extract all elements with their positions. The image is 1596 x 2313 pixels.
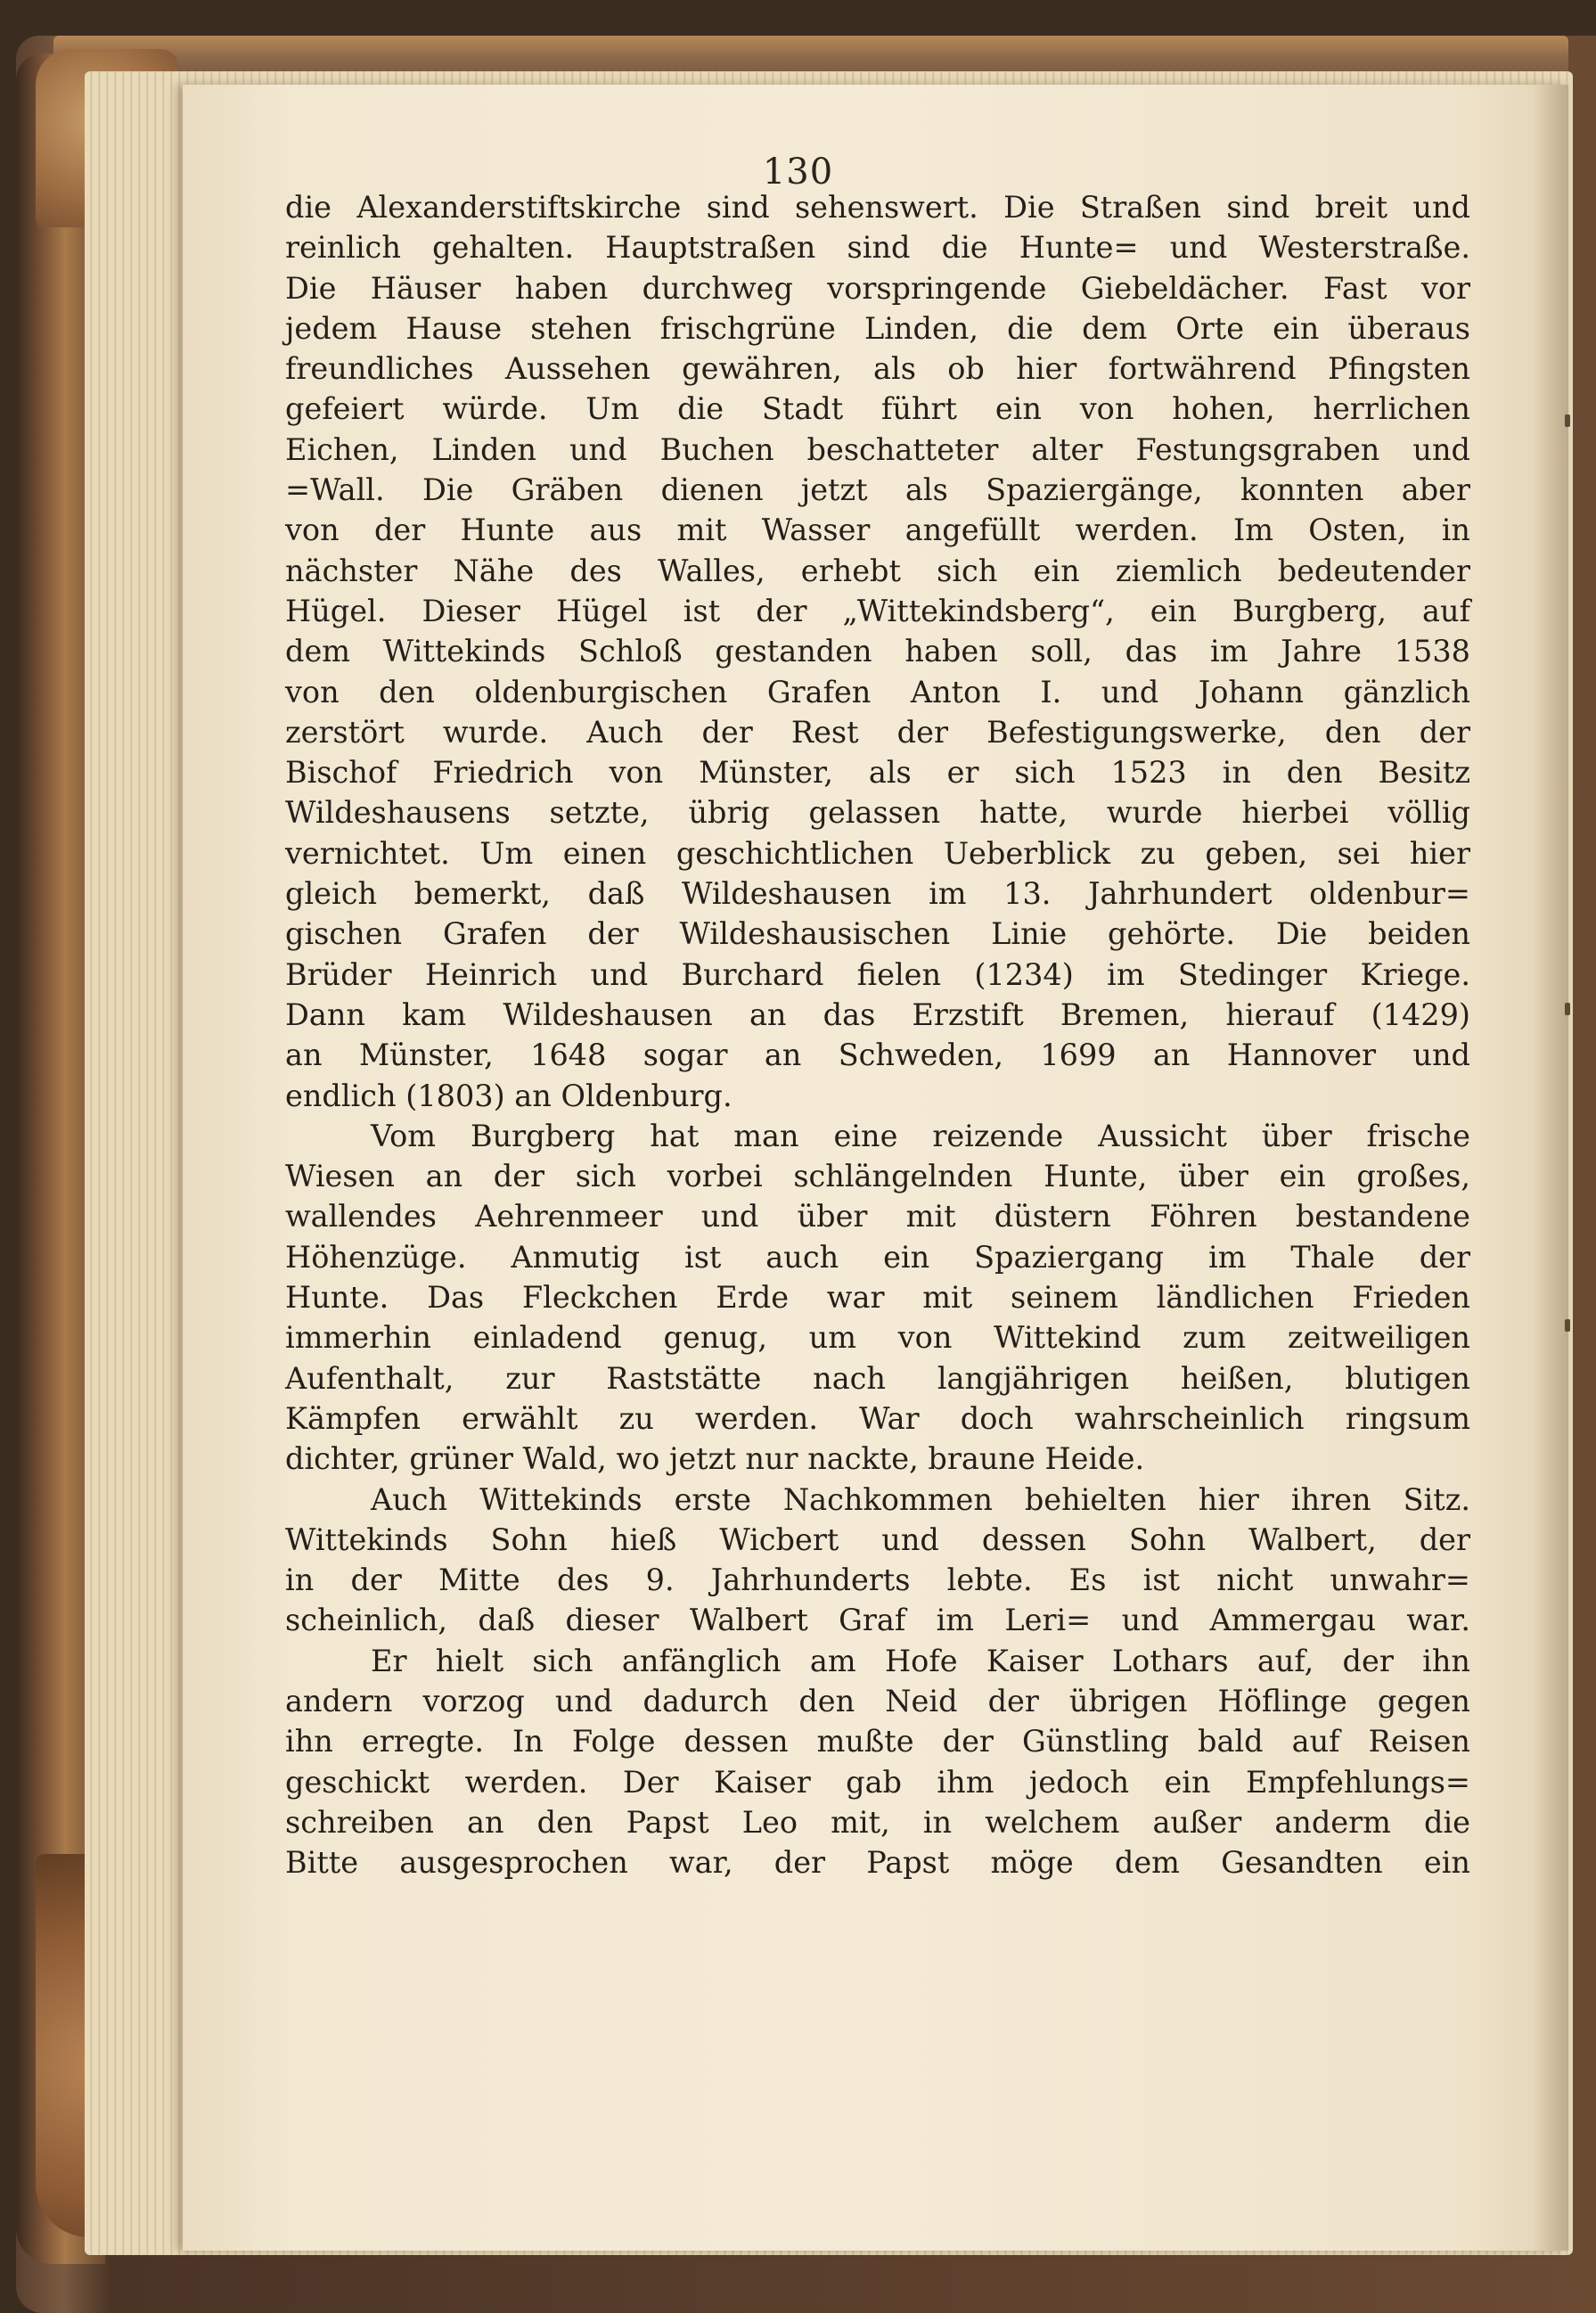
text-line: Er hielt sich anfänglich am Hofe Kaiser Lothars auf, der ihn — [371, 1643, 1470, 1678]
margin-mark — [1565, 1003, 1570, 1015]
text-line: jedem Hause stehen frischgrüne Linden, die dem Orte ein überaus — [285, 310, 1470, 346]
text-line: Wildeshausens setzte, übrig gelassen hatte, wurde hierbei völlig — [285, 795, 1470, 831]
page-edge-shadow — [1533, 85, 1568, 2251]
text-line: Höhenzüge. Anmutig ist auch ein Spaziergang im Thale der — [285, 1239, 1470, 1275]
text-line: ihn erregte. In Folge dessen mußte der Günstling bald auf Reisen — [285, 1724, 1470, 1759]
body-text — [285, 187, 1470, 1882]
text-line: schreiben an den Papst Leo mit, in welchem außer anderm die — [285, 1804, 1470, 1840]
text-line: Dann kam Wildeshausen an das Erzstift Bremen, hierauf (1429) — [285, 997, 1470, 1032]
text-line: scheinlich, daß dieser Walbert Graf im Leri= und Ammergau war. — [285, 1603, 1470, 1638]
text-line: gischen Grafen der Wildeshausischen Linie gehörte. Die beiden — [285, 916, 1470, 952]
text-line: die Alexanderstiftskirche sind sehenswert. Die Straßen sind breit und — [285, 190, 1470, 225]
text-line: zerstört wurde. Auch der Rest der Befestigungswerke, den der — [285, 714, 1470, 750]
text-line: immerhin einladend genug, um von Wittekind zum zeitweiligen — [285, 1320, 1470, 1356]
text-line: reinlich gehalten. Hauptstraßen sind die Hunte= und Westerstraße. — [285, 230, 1470, 266]
text-line: Vom Burgberg hat man eine reizende Aussicht über frische — [371, 1118, 1470, 1153]
text-line: geschickt werden. Der Kaiser gab ihm jedoch ein Empfehlungs= — [285, 1764, 1470, 1800]
text-line: Wiesen an der sich vorbei schlängelnden Hunte, über ein großes, — [285, 1159, 1470, 1194]
text-line: dichter, grüner Wald, wo jetzt nur nackte, braune Heide. — [285, 1441, 1145, 1477]
text-line: Aufenthalt, zur Raststätte nach langjährigen heißen, blutigen — [285, 1360, 1470, 1396]
text-line: =Wall. Die Gräben dienen jetzt als Spaziergänge, konnten aber — [285, 472, 1470, 508]
text-line: von der Hunte aus mit Wasser angefüllt werden. Im Osten, in — [285, 513, 1470, 548]
text-line: Die Häuser haben durchweg vorspringende Giebeldächer. Fast vor — [285, 270, 1470, 306]
text-line: dem Wittekinds Schloß gestanden haben soll, das im Jahre 1538 — [285, 634, 1470, 669]
text-line: vernichtet. Um einen geschichtlichen Ueberblick zu geben, sei hier — [285, 835, 1470, 871]
text-line: an Münster, 1648 sogar an Schweden, 1699 an Hannover und — [285, 1038, 1470, 1073]
text-line: Hügel. Dieser Hügel ist der „Wittekindsberg“, ein Burgberg, auf — [285, 593, 1470, 628]
text-line: wallendes Aehrenmeer und über mit düstern Föhren bestandene — [285, 1199, 1470, 1234]
text-line: Bischof Friedrich von Münster, als er sich 1523 in den Besitz — [285, 755, 1470, 791]
text-line: in der Mitte des 9. Jahrhunderts lebte. Es ist nicht unwahr= — [285, 1563, 1470, 1598]
text-line: andern vorzog und dadurch den Neid der übrigen Höflinge gegen — [285, 1683, 1470, 1718]
text-line: Auch Wittekinds erste Nachkommen behielten hier ihren Sitz. — [371, 1481, 1470, 1517]
page-number: 130 — [762, 152, 834, 193]
text-line: nächster Nähe des Walles, erhebt sich ein ziemlich bedeutender — [285, 553, 1470, 588]
text-line: gleich bemerkt, daß Wildeshausen im 13. Jahrhundert oldenbur= — [285, 876, 1470, 912]
text-line: Eichen, Linden und Buchen beschatteter alter Festungsgraben und — [285, 431, 1470, 467]
margin-mark — [1565, 1319, 1570, 1332]
text-line: Hunte. Das Fleckchen Erde war mit seinem ländlichen Frieden — [285, 1280, 1470, 1316]
text-line: endlich (1803) an Oldenburg. — [285, 1078, 733, 1113]
text-line: Brüder Heinrich und Burchard fielen (1234) im Stedinger Kriege. — [285, 956, 1470, 992]
text-line: gefeiert würde. Um die Stadt führt ein von hohen, herrlichen — [285, 391, 1470, 427]
text-line: Wittekinds Sohn hieß Wicbert und dessen Sohn Walbert, der — [285, 1521, 1470, 1557]
text-line: freundliches Aussehen gewähren, als ob hier fortwährend Pfingsten — [285, 351, 1470, 387]
text-line: von den oldenburgischen Grafen Anton I. und Johann gänzlich — [285, 674, 1470, 709]
text-line: Kämpfen erwählt zu werden. War doch wahrscheinlich ringsum — [285, 1400, 1470, 1436]
margin-mark — [1565, 414, 1570, 427]
text-line: Bitte ausgesprochen war, der Papst möge dem Gesandten ein — [285, 1845, 1470, 1881]
